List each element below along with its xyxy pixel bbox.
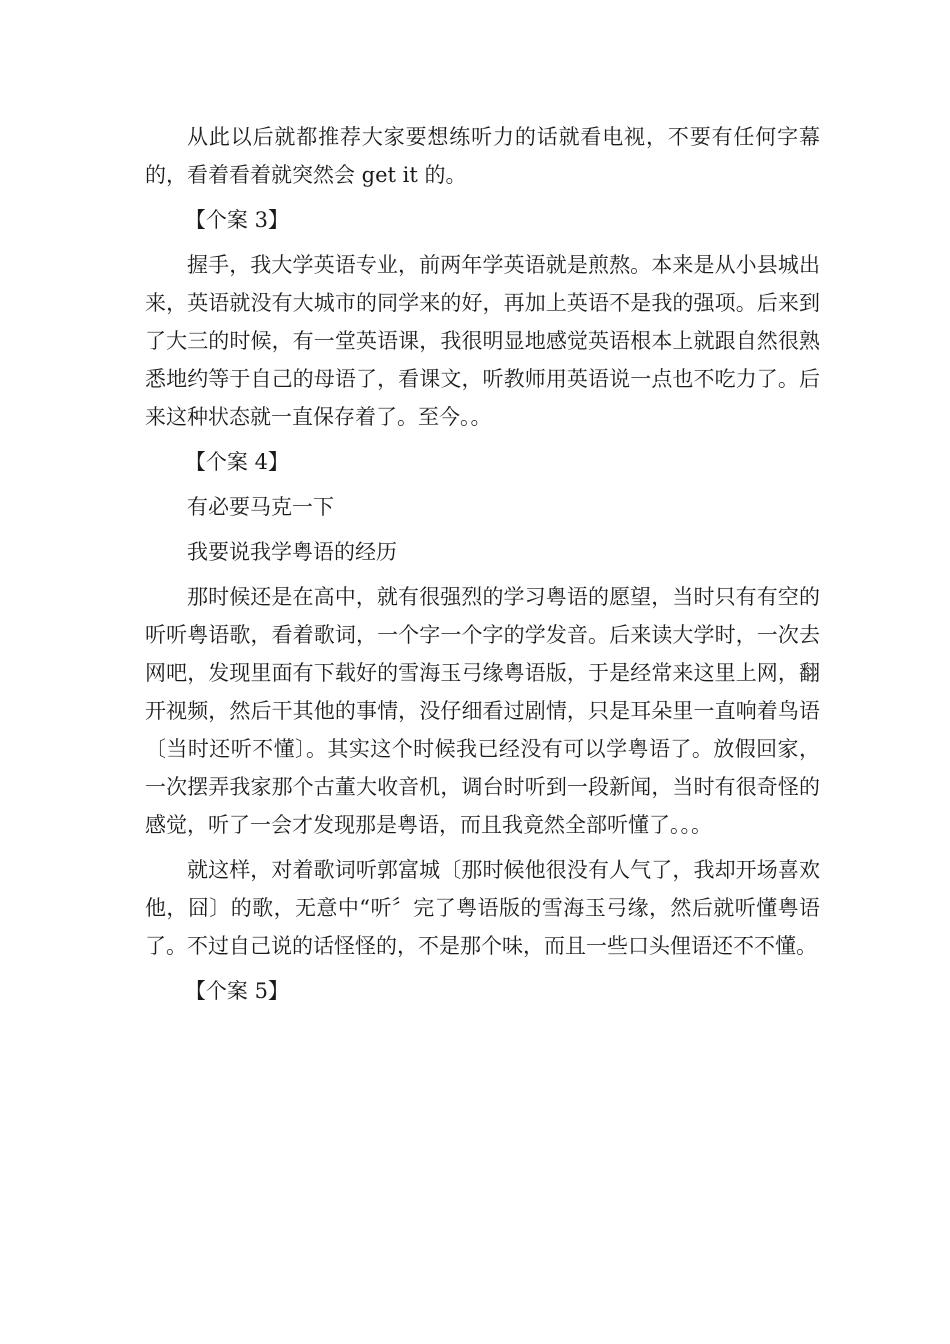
paragraph-cantonese-intro: 我要说我学粤语的经历 bbox=[187, 540, 397, 564]
paragraph-mark: 有必要马克一下 bbox=[187, 495, 334, 519]
case-5-heading: 【个案 5】 bbox=[184, 979, 289, 1003]
case-4-heading: 【个案 4】 bbox=[184, 450, 289, 474]
document-body bbox=[145, 118, 820, 1017]
paragraph-english-major: 握手，我大学英语专业，前两年学英语就是煎熬。本来是从小县城出来，英语就没有大城市的同学来的好，再加上英语不是我的强项。后来到了大三的时候，有一堂英语课，我很明显地感觉英语根本上就跟自然很熟悉地约等于自己的母语了，看课文，听教师用英语说一点也不吃力了。后来这种状态就一直保存着了。至今。。 bbox=[145, 253, 820, 429]
paragraph-cantonese-story: 那时候还是在高中，就有很强烈的学习粤语的愿望，当时只有有空的听听粤语歌，看着歌词，一个字一个字的学发音。后来读大学时，一次去网吧，发现里面有下载好的雪海玉弓缘粤语版，于是经常来这里上网，翻开视频，然后干其他的事情，没仔细看过剧情，只是耳朵里一直响着鸟语〔当时还听不懂〕。其实这个时候我已经没有可以学粤语了。放假回家，一次摆弄我家那个古董大收音机，调台时听到一段新闻，当时有很奇怪的感觉，听了一会才发现那是粤语，而且我竟然全部听懂了。。。 bbox=[145, 585, 820, 837]
paragraph-cantonese-songs: 就这样，对着歌词听郭富城〔那时候他很没有人气了，我却开场喜欢他，囧〕的歌，无意中“听〞完了粤语版的雪海玉弓缘，然后就听懂粤语了。不过自己说的话怪怪的，不是那个味，而且一些口头俚语还不不懂。 bbox=[145, 858, 820, 958]
case-3-heading: 【个案 3】 bbox=[184, 208, 289, 232]
paragraph-tv-listening: 从此以后就都推荐大家要想练听力的话就看电视，不要有任何字幕的，看着看着就突然会 get it 的。 bbox=[145, 125, 820, 187]
